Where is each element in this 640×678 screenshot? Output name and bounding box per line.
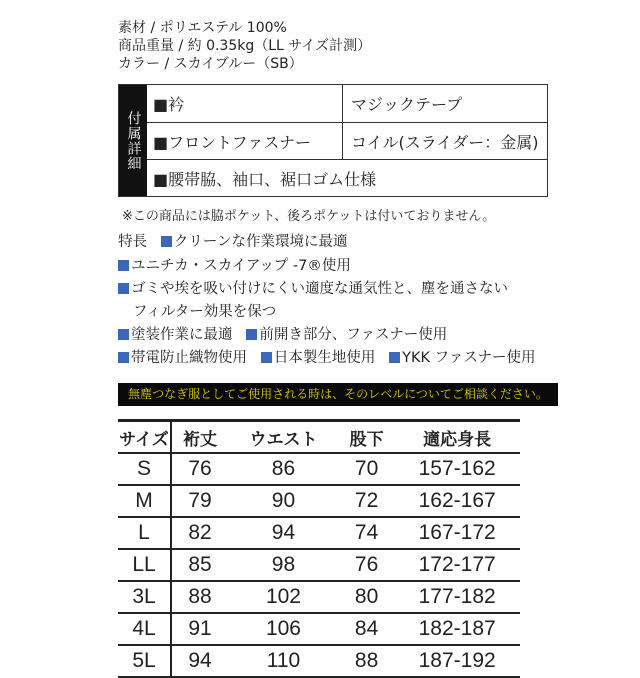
feature-item: ユニチカ・スカイアップ -7®使用 xyxy=(131,258,351,274)
feature-item: フィルター効果を保つ xyxy=(133,304,277,320)
feature-item: ゴミや埃を吸い付けにくい適度な通気性と、塵を通さない xyxy=(131,281,508,297)
table-cell: S xyxy=(118,453,171,485)
table-cell: 157-162 xyxy=(394,453,520,485)
spec-value: コイル(スライダー：金属) xyxy=(351,132,539,152)
feature-line xyxy=(118,233,348,251)
square-bullet-icon xyxy=(389,352,400,363)
table-cell: 88 xyxy=(171,581,228,613)
spec-row xyxy=(147,123,547,160)
square-bullet-icon xyxy=(261,352,272,363)
weight-text: 商品重量 / 約 0.35kg（LL サイズ計測） xyxy=(118,38,372,54)
spec-row xyxy=(147,160,547,196)
feature-line xyxy=(118,257,351,275)
table-row xyxy=(118,485,520,517)
column-header: 裄丈 xyxy=(171,421,228,454)
material-text: 素材 / ポリエステル 100% xyxy=(118,20,287,36)
feature-item: 前開き部分、ファスナー使用 xyxy=(259,327,448,343)
table-cell: 70 xyxy=(339,453,394,485)
square-bullet-icon xyxy=(118,283,129,294)
table-cell: 172-177 xyxy=(394,549,520,581)
table-header-row xyxy=(118,421,520,454)
table-cell: 102 xyxy=(228,581,339,613)
table-cell: LL xyxy=(118,549,171,581)
table-cell: 88 xyxy=(339,645,394,677)
table-cell: 4L xyxy=(118,613,171,645)
table-cell: 80 xyxy=(339,581,394,613)
table-cell: 76 xyxy=(339,549,394,581)
table-row xyxy=(118,517,520,549)
table-cell: 72 xyxy=(339,485,394,517)
column-header: 股下 xyxy=(339,421,394,454)
table-cell: 82 xyxy=(171,517,228,549)
table-cell: 91 xyxy=(171,613,228,645)
table-row xyxy=(118,645,520,677)
feature-item: 塗装作業に最適 xyxy=(131,327,233,343)
table-cell: 84 xyxy=(339,613,394,645)
spec-item: ■衿 xyxy=(147,85,343,122)
column-header: サイズ xyxy=(118,421,171,454)
table-cell: 177-182 xyxy=(394,581,520,613)
feature-line xyxy=(118,280,508,298)
feature-line xyxy=(118,349,536,367)
square-bullet-icon xyxy=(118,260,129,271)
color-text: カラー / スカイブルー（SB） xyxy=(118,56,303,72)
table-cell: 76 xyxy=(171,453,228,485)
table-cell: 110 xyxy=(228,645,339,677)
table-cell: 94 xyxy=(228,517,339,549)
feature-item: 日本製生地使用 xyxy=(273,350,376,366)
accessory-details-box xyxy=(118,84,548,197)
table-cell: 90 xyxy=(228,485,339,517)
table-cell: 85 xyxy=(171,549,228,581)
spec-value: マジックテープ xyxy=(351,95,463,114)
table-cell: L xyxy=(118,517,171,549)
table-cell: 94 xyxy=(171,645,228,677)
column-header: 適応身長 xyxy=(394,421,520,454)
table-cell: 167-172 xyxy=(394,517,520,549)
feature-item: YKK ファスナー使用 xyxy=(402,350,536,366)
pocket-note: ※この商品には脇ポケット、後ろポケットは付いておりません。 xyxy=(122,209,496,224)
cleanroom-notice-banner: 無塵つなぎ服としてご使用される時は、そのレベルについてご相談ください。 xyxy=(118,383,558,406)
square-bullet-icon xyxy=(118,352,129,363)
square-bullet-icon xyxy=(118,329,129,340)
square-bullet-icon xyxy=(246,329,257,340)
features-label: 特長 xyxy=(118,234,147,250)
feature-line xyxy=(133,303,276,321)
square-bullet-icon xyxy=(161,236,172,247)
table-cell: 98 xyxy=(228,549,339,581)
table-row xyxy=(118,581,520,613)
table-cell: 162-167 xyxy=(394,485,520,517)
column-header: ウエスト xyxy=(228,421,339,454)
table-cell: 182-187 xyxy=(394,613,520,645)
feature-item: クリーンな作業環境に最適 xyxy=(173,234,348,250)
spec-item: ■腰帯脇、袖口、裾口ゴム仕様 xyxy=(153,169,377,189)
table-cell: 79 xyxy=(171,485,228,517)
spec-row xyxy=(147,85,547,123)
table-cell: 106 xyxy=(228,613,339,645)
accessory-details-label: 付属詳細 xyxy=(119,85,147,196)
table-row xyxy=(118,453,520,485)
table-cell: M xyxy=(118,485,171,517)
table-cell: 5L xyxy=(118,645,171,677)
table-row xyxy=(118,613,520,645)
feature-line xyxy=(118,326,447,344)
feature-item: 帯電防止織物使用 xyxy=(131,350,247,366)
table-cell: 74 xyxy=(339,517,394,549)
table-cell: 86 xyxy=(228,453,339,485)
size-table xyxy=(118,419,520,678)
table-cell: 187-192 xyxy=(394,645,520,677)
table-cell: 3L xyxy=(118,581,171,613)
spec-item: ■フロントファスナー xyxy=(147,123,343,159)
table-row xyxy=(118,549,520,581)
